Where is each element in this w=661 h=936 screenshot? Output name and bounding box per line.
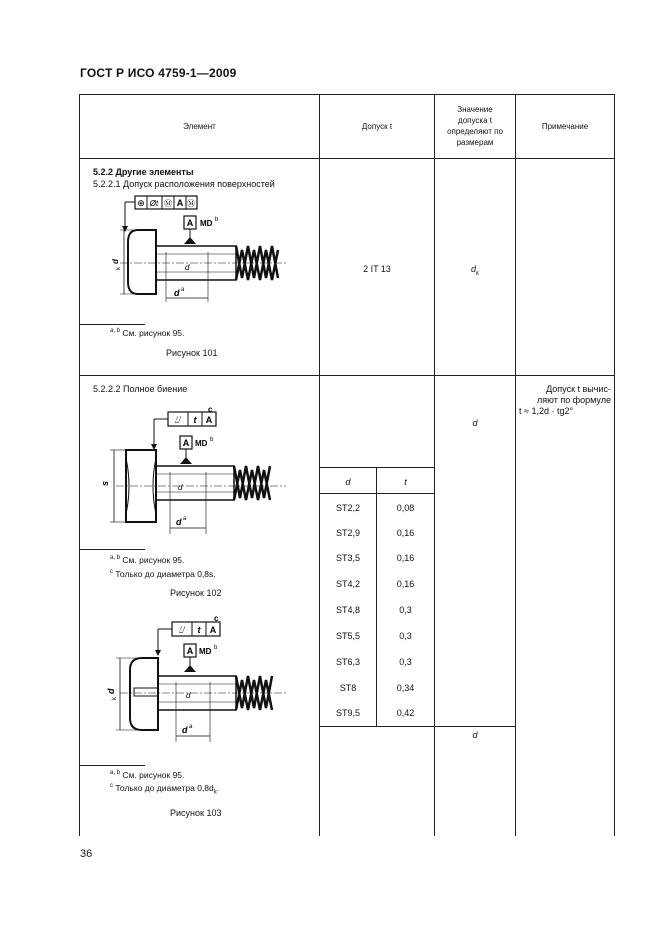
subtable-cell-d: ST5,5 xyxy=(335,631,360,641)
svg-text:t: t xyxy=(197,625,201,635)
svg-text:⊕: ⊕ xyxy=(137,198,145,208)
size-by-dk: $d_k$ xyxy=(470,264,479,277)
svg-text:A: A xyxy=(186,646,194,656)
footnote-separator-102 xyxy=(80,549,145,550)
tolerance-value: 2 IT 13 xyxy=(363,264,391,274)
size-by-d-1: d xyxy=(472,418,478,428)
svg-text:⌰: ⌰ xyxy=(174,415,182,426)
svg-text:A: A xyxy=(205,415,213,425)
svg-text:A: A xyxy=(186,218,194,228)
svg-text:MD: MD xyxy=(200,219,213,228)
subtable-cell-d: ST3,5 xyxy=(335,553,360,563)
svg-text:Ⓜ: Ⓜ xyxy=(164,199,172,208)
svg-text:d: d xyxy=(174,288,180,298)
svg-text:b: b xyxy=(214,645,218,651)
svg-text:s: s xyxy=(100,480,110,486)
subtable-cell-t: 0,3 xyxy=(399,605,412,615)
subtable-cell-d: ST4,8 xyxy=(335,605,360,615)
svg-text:Ⓜ: Ⓜ xyxy=(187,199,195,208)
subtable-cell-t: 0,3 xyxy=(399,657,412,667)
subtable-cell-t: 0,42 xyxy=(396,708,415,718)
subtable-cell-t: 0,34 xyxy=(396,683,415,693)
header-tolerance: Допуск t xyxy=(361,122,393,131)
footnote-103-ab: $^{a, b}$ См. рисунок 95. xyxy=(110,770,185,780)
footnote-separator-103 xyxy=(80,765,145,766)
subtable-cell-d: ST4,2 xyxy=(335,579,360,589)
svg-text:A: A xyxy=(209,625,217,635)
svg-text:d: d xyxy=(185,263,190,272)
header-element: Элемент xyxy=(183,122,216,131)
svg-text:a: a xyxy=(183,516,187,522)
footnote-102-c: $^c$ Только до диаметра 0,8s. xyxy=(110,569,216,579)
figure-102-caption: Рисунок 102 xyxy=(170,588,222,598)
svg-text:b: b xyxy=(215,217,219,223)
subtable-cell-t: 0,08 xyxy=(396,503,415,513)
figure-101-drawing xyxy=(100,192,290,302)
document-header: ГОСТ Р ИСО 4759-1—2009 xyxy=(80,66,237,80)
header-value: Значение допуска t определяют по размерам xyxy=(447,105,503,147)
subtable-cell-t: 0,16 xyxy=(396,553,415,563)
runout-note: Допуск t вычис- ляют по формуле t ≈ 1,2d · tg2° xyxy=(519,384,611,416)
svg-text:⌰: ⌰ xyxy=(178,625,186,636)
svg-text:c: c xyxy=(214,614,219,623)
svg-text:d: d xyxy=(176,517,182,527)
subtable-cell-d: ST8 xyxy=(339,683,357,693)
figure-102-drawing xyxy=(96,402,296,542)
section-title: 5.2.2 Другие элементы xyxy=(93,167,194,177)
subtable-cell-d: ST2,9 xyxy=(335,528,360,538)
svg-text:a: a xyxy=(181,287,185,293)
svg-text:k: k xyxy=(116,267,122,270)
svg-text:A: A xyxy=(176,198,184,208)
footnote-103-c: $^c$ Только до диаметра $0,8d_k$. xyxy=(110,783,220,796)
svg-text:d: d xyxy=(111,259,120,264)
page-number: 36 xyxy=(80,848,93,860)
svg-text:d: d xyxy=(186,691,191,700)
size-by-d-2: d xyxy=(472,730,478,740)
footnote-separator xyxy=(80,324,145,325)
svg-text:A: A xyxy=(182,438,190,448)
svg-text:k: k xyxy=(112,697,118,700)
subtable-cell-t: 0,16 xyxy=(396,579,415,589)
figure-101-caption: Рисунок 101 xyxy=(166,348,218,358)
subsection-runout: 5.2.2.2 Полное биение xyxy=(93,384,188,394)
subtable-cell-d: ST6,3 xyxy=(335,657,360,667)
figure-103-caption: Рисунок 103 xyxy=(170,808,222,818)
svg-text:d: d xyxy=(106,688,116,694)
figure-103-drawing xyxy=(100,614,300,748)
svg-text:a: a xyxy=(189,724,193,730)
svg-text:d: d xyxy=(182,725,188,735)
subtable-cell-t: 0,3 xyxy=(399,631,412,641)
subtable-header-d: d xyxy=(345,477,351,487)
subtable-cell-d: ST9,5 xyxy=(335,708,360,718)
subsection-title: 5.2.2.1 Допуск расположения поверхностей xyxy=(93,179,275,189)
svg-text:d: d xyxy=(178,483,183,492)
footnote-ab: $^{a, b}$ См. рисунок 95. xyxy=(110,328,185,338)
header-note: Примечание xyxy=(541,122,589,131)
svg-text:t: t xyxy=(193,415,197,425)
subtable-cell-t: 0,16 xyxy=(396,528,415,538)
svg-text:Øt: Øt xyxy=(149,199,159,208)
subtable-header-t: t xyxy=(404,477,407,487)
subtable-cell-d: ST2,2 xyxy=(335,503,360,513)
footnote-102-ab: $^{a, b}$ См. рисунок 95. xyxy=(110,555,185,565)
svg-text:MD: MD xyxy=(199,647,212,656)
svg-text:MD: MD xyxy=(195,439,208,448)
svg-text:b: b xyxy=(210,437,214,443)
svg-text:c: c xyxy=(208,405,213,414)
